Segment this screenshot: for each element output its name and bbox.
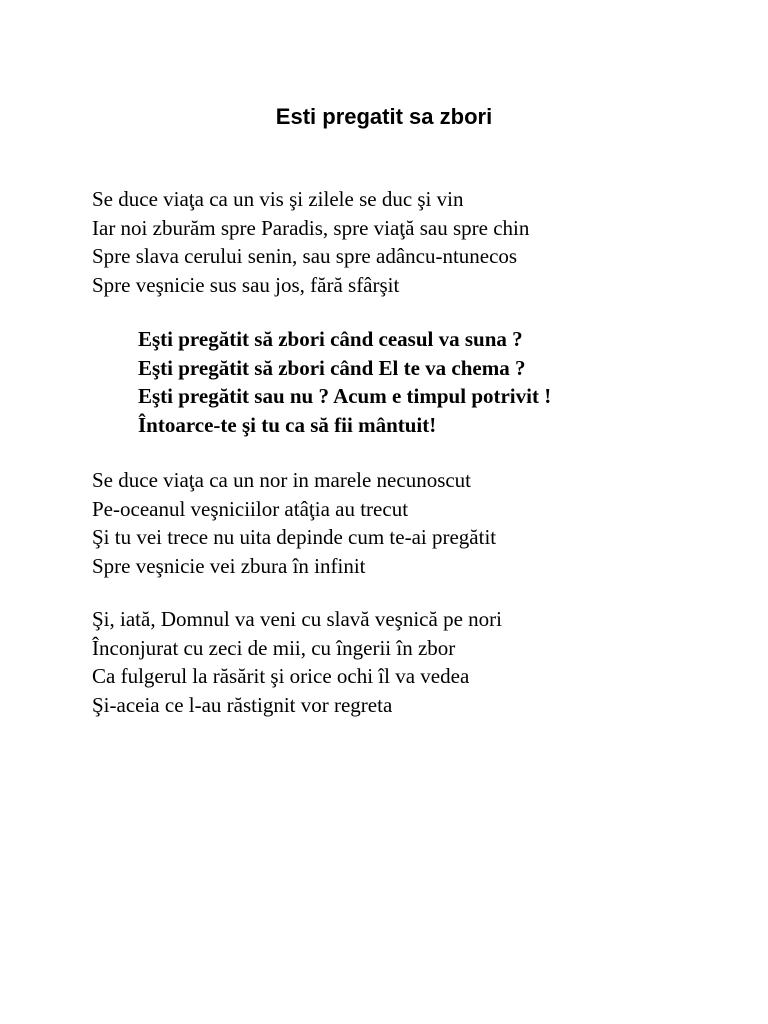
poem-title: Esti pregatit sa zbori — [275, 104, 493, 129]
verse-line: Şi tu vei trece nu uita depinde cum te-ai pregătit — [92, 525, 497, 549]
stanza-1 — [92, 185, 529, 299]
verse-line: Şi-aceia ce l-au răstignit vor regreta — [92, 692, 393, 717]
verse-line: Ca fulgerul la răsărit şi orice ochi îl va vedea — [92, 664, 470, 688]
verse-line: Iar noi zburăm spre Paradis, spre viaţă sau spre chin — [92, 215, 530, 240]
verse-line: Spre veşnicie vei zbura în infinit — [92, 553, 366, 578]
verse-line: Şi, iată, Domnul va veni cu slavă veşnică pe nori — [92, 607, 502, 631]
stanza-3 — [92, 605, 502, 719]
refrain-line: Întoarce-te şi tu ca să fii mântuit! — [138, 412, 437, 437]
refrain-line: Eşti pregătit sau nu ? Acum e timpul potrivit ! — [138, 384, 552, 408]
refrain-line: Eşti pregătit să zbori când El te va chema ? — [138, 355, 526, 380]
stanza-2 — [92, 466, 496, 580]
verse-line: Pe-oceanul veşniciilor atâţia au trecut — [92, 496, 409, 521]
refrain-line: Eşti pregătit să zbori când ceasul va suna ? — [138, 327, 523, 351]
verse-line: Spre veşnicie sus sau jos, fără sfârşit — [92, 272, 400, 297]
verse-line: Înconjurat cu zeci de mii, cu îngerii în zbor — [92, 635, 456, 660]
verse-line: Se duce viaţa ca un vis şi zilele se duc şi vin — [92, 187, 464, 211]
refrain — [138, 325, 551, 439]
verse-line: Se duce viaţa ca un nor in marele necunoscut — [92, 468, 472, 492]
verse-line: Spre slava cerului senin, sau spre adâncu-ntunecos — [92, 244, 518, 268]
